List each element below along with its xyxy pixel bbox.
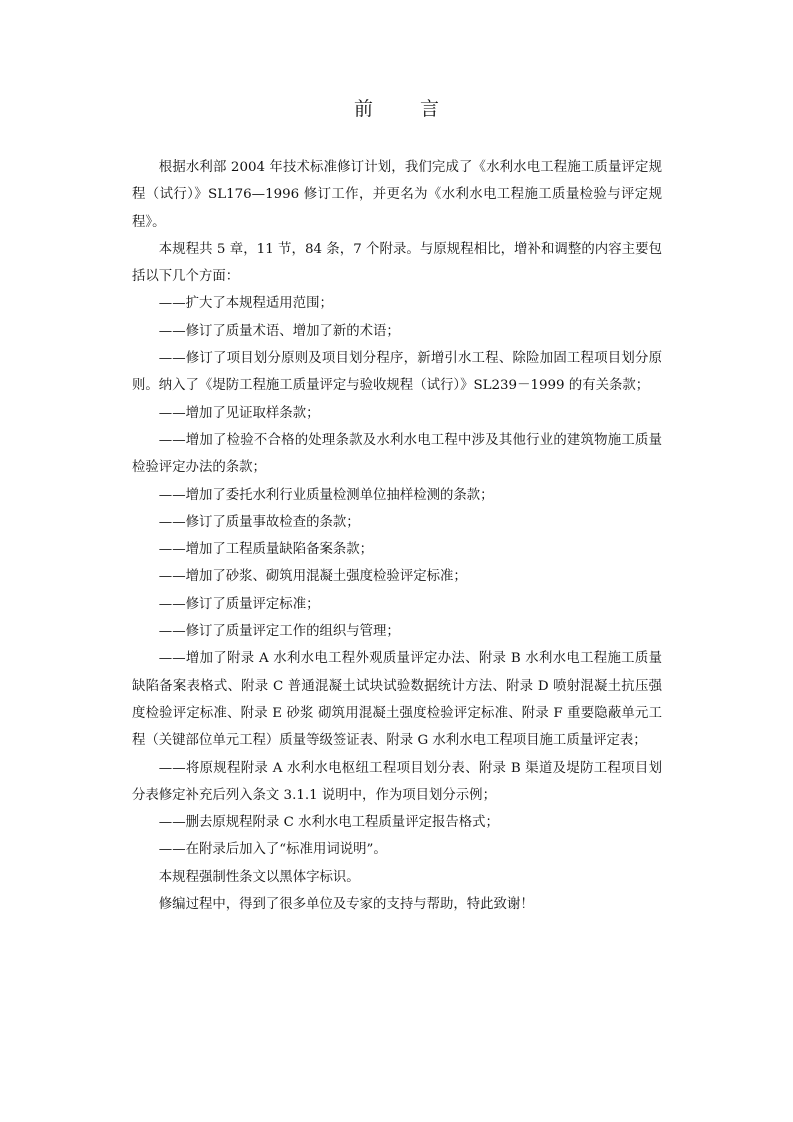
page-title: 前 言 <box>353 98 453 120</box>
list-item: ——修订了质量术语、增加了新的术语； <box>158 323 400 339</box>
list-item: ——扩大了本规程适用范围； <box>158 296 333 312</box>
list-item: ——增加了见证取样条款； <box>158 405 320 421</box>
paragraph-intro: 根据水利部 2004 年技术标准修订计划，我们完成了《水利水电工程施工质量评定规程（试行）》SL176—1996 修订工作，并更名为《水利水电工程施工质量检验与评定规程》。 <box>132 160 662 230</box>
paragraph-acknowledgement: 修编过程中，得到了很多单位及专家的支持与帮助，特此致谢！ <box>158 897 534 913</box>
list-item: ——增加了检验不合格的处理条款及水利水电工程中涉及其他行业的建筑物施工质量检验评定办法的条款； <box>132 432 662 476</box>
list-item: ——增加了附录 A 水利水电工程外观质量评定办法、附录 B 水利水电工程施工质量缺陷备案表格式、附录 C 普通混凝土试块试验数据统计方法、附录 D 喷射混凝土抗压强度检验评定标准、附录 E 砂浆 砌筑用混凝土强度检验评定标准、附录 F 重要隐蔽单元工程（关键部位单元工程）质量等级签证表、附录 G 水利水电工程项目施工质量评定表； <box>132 651 662 749</box>
list-item: ——增加了委托水利行业质量检测单位抽样检测的条款； <box>158 487 494 503</box>
document-body <box>132 154 662 918</box>
paragraph-mandatory-note: 本规程强制性条文以黑体字标识。 <box>158 869 360 885</box>
paragraph-overview: 本规程共 5 章，11 节，84 条，7 个附录。与原规程相比，增补和调整的内容主要包括以下几个方面： <box>132 241 662 285</box>
list-item: ——修订了质量评定工作的组织与管理； <box>158 624 400 640</box>
list-item: ——增加了工程质量缺陷备案条款； <box>158 542 374 558</box>
list-item: ——修订了质量评定标准； <box>158 596 320 612</box>
list-item: ——修订了项目划分原则及项目划分程序，新增引水工程、除险加固工程项目划分原则。纳入了《堤防工程施工质量评定与验收规程（试行）》SL239－1999 的有关条款； <box>132 351 662 394</box>
list-item: ——修订了质量事故检查的条款； <box>158 514 360 530</box>
list-item: ——在附录后加入了“标准用词说明”。 <box>158 842 387 858</box>
list-item: ——删去原规程附录 C 水利水电工程质量评定报告格式； <box>158 815 499 831</box>
list-item: ——增加了砂浆、砌筑用混凝土强度检验评定标准； <box>158 569 467 585</box>
list-item: ——将原规程附录 A 水利水电枢纽工程项目划分表、附录 B 渠道及堤防工程项目划分表修定补充后列入条文 3.1.1 说明中，作为项目划分示例； <box>132 760 662 803</box>
